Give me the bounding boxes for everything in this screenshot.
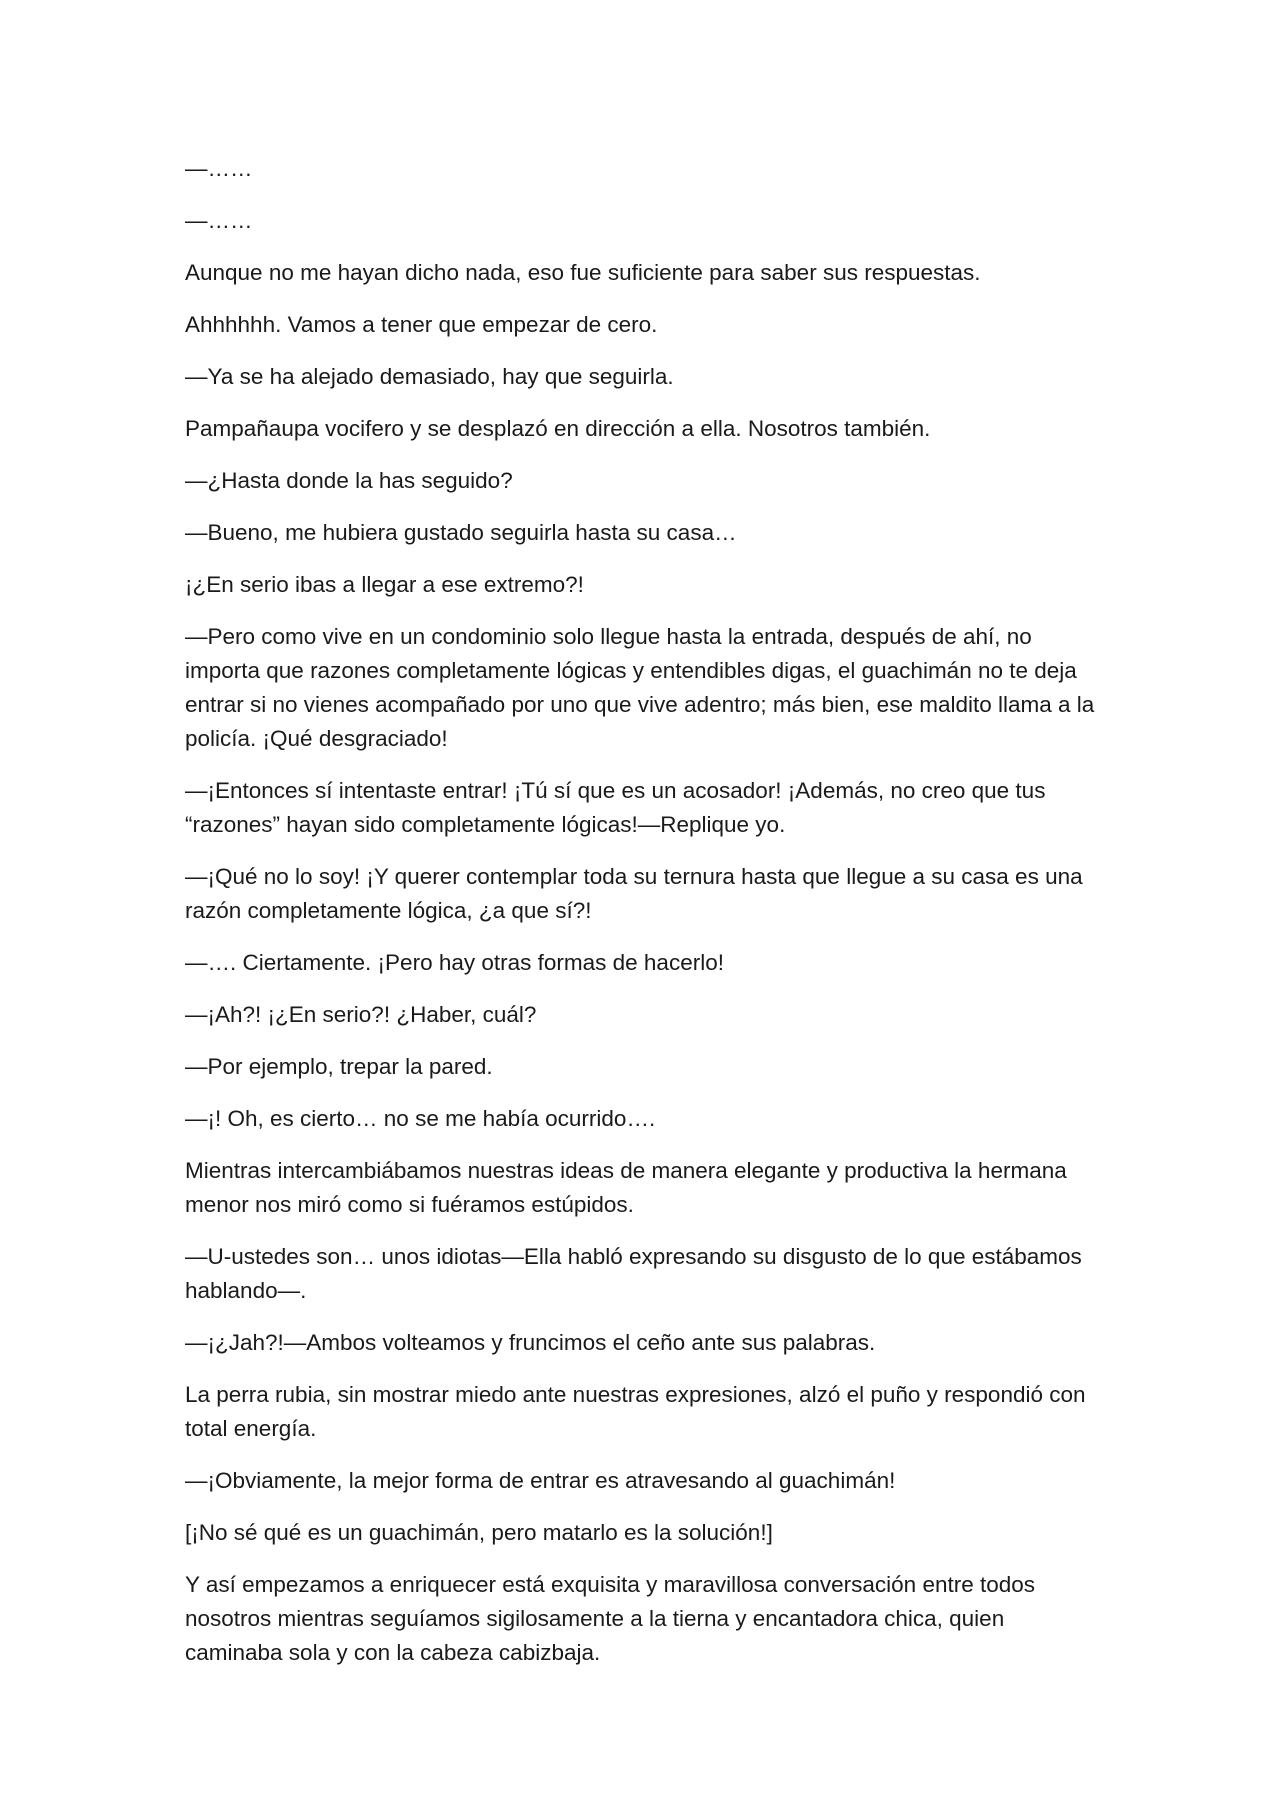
document-page — [185, 152, 1105, 1688]
paragraph-2: —…… — [185, 208, 253, 233]
paragraph-12: —¡Qué no lo soy! ¡Y querer contemplar toda su ternura hasta que llegue a su casa es una razón completamente lógica, ¿a que sí?! — [185, 864, 1083, 923]
paragraph-18: —U-ustedes son… unos idiotas—Ella habló expresando su disgusto de lo que estábamos hablando—. — [185, 1244, 1082, 1303]
paragraph-22: [¡No sé qué es un guachimán, pero matarlo es la solución!] — [185, 1520, 773, 1545]
paragraph-20: La perra rubia, sin mostrar miedo ante nuestras expresiones, alzó el puño y respondió con total energía. — [185, 1382, 1086, 1441]
paragraph-16: —¡! Oh, es cierto… no se me había ocurrido…. — [185, 1106, 656, 1131]
paragraph-11: —¡Entonces sí intentaste entrar! ¡Tú sí que es un acosador! ¡Además, no creo que tus “razones” hayan sido completamente lógicas!—Replique yo. — [185, 778, 1046, 837]
paragraph-19: —¡¿Jah?!—Ambos volteamos y fruncimos el ceño ante sus palabras. — [185, 1330, 876, 1355]
paragraph-9: ¡¿En serio ibas a llegar a ese extremo?! — [185, 572, 584, 597]
paragraph-23: Y así empezamos a enriquecer está exquisita y maravillosa conversación entre todos nosotros mientras seguíamos sigilosamente a la tierna y encantadora chica, quien caminaba sola y con la cabeza cabizbaja. — [185, 1572, 1036, 1665]
paragraph-8: —Bueno, me hubiera gustado seguirla hasta su casa… — [185, 520, 737, 545]
paragraph-4: Ahhhhhh. Vamos a tener que empezar de cero. — [185, 312, 658, 337]
paragraph-1: —…… — [185, 156, 253, 181]
paragraph-13: —…. Ciertamente. ¡Pero hay otras formas de hacerlo! — [185, 950, 724, 975]
paragraph-3: Aunque no me hayan dicho nada, eso fue suficiente para saber sus respuestas. — [185, 260, 981, 285]
paragraph-5: —Ya se ha alejado demasiado, hay que seguirla. — [185, 364, 674, 389]
paragraph-10: —Pero como vive en un condominio solo llegue hasta la entrada, después de ahí, no importa que razones completamente lógicas y entendibles digas, el guachimán no te deja entrar si no vienes acompañado por uno que vive adentro; más bien, ese maldito llama a la policía. ¡Qué desgraciado! — [185, 624, 1095, 751]
paragraph-7: —¿Hasta donde la has seguido? — [185, 468, 513, 493]
paragraph-14: —¡Ah?! ¡¿En serio?! ¿Haber, cuál? — [185, 1002, 537, 1027]
paragraph-15: —Por ejemplo, trepar la pared. — [185, 1054, 493, 1079]
paragraph-6: Pampañaupa vocifero y se desplazó en dirección a ella. Nosotros también. — [185, 416, 931, 441]
paragraph-21: —¡Obviamente, la mejor forma de entrar es atravesando al guachimán! — [185, 1468, 896, 1493]
paragraph-17: Mientras intercambiábamos nuestras ideas de manera elegante y productiva la hermana menor nos miró como si fuéramos estúpidos. — [185, 1158, 1067, 1217]
